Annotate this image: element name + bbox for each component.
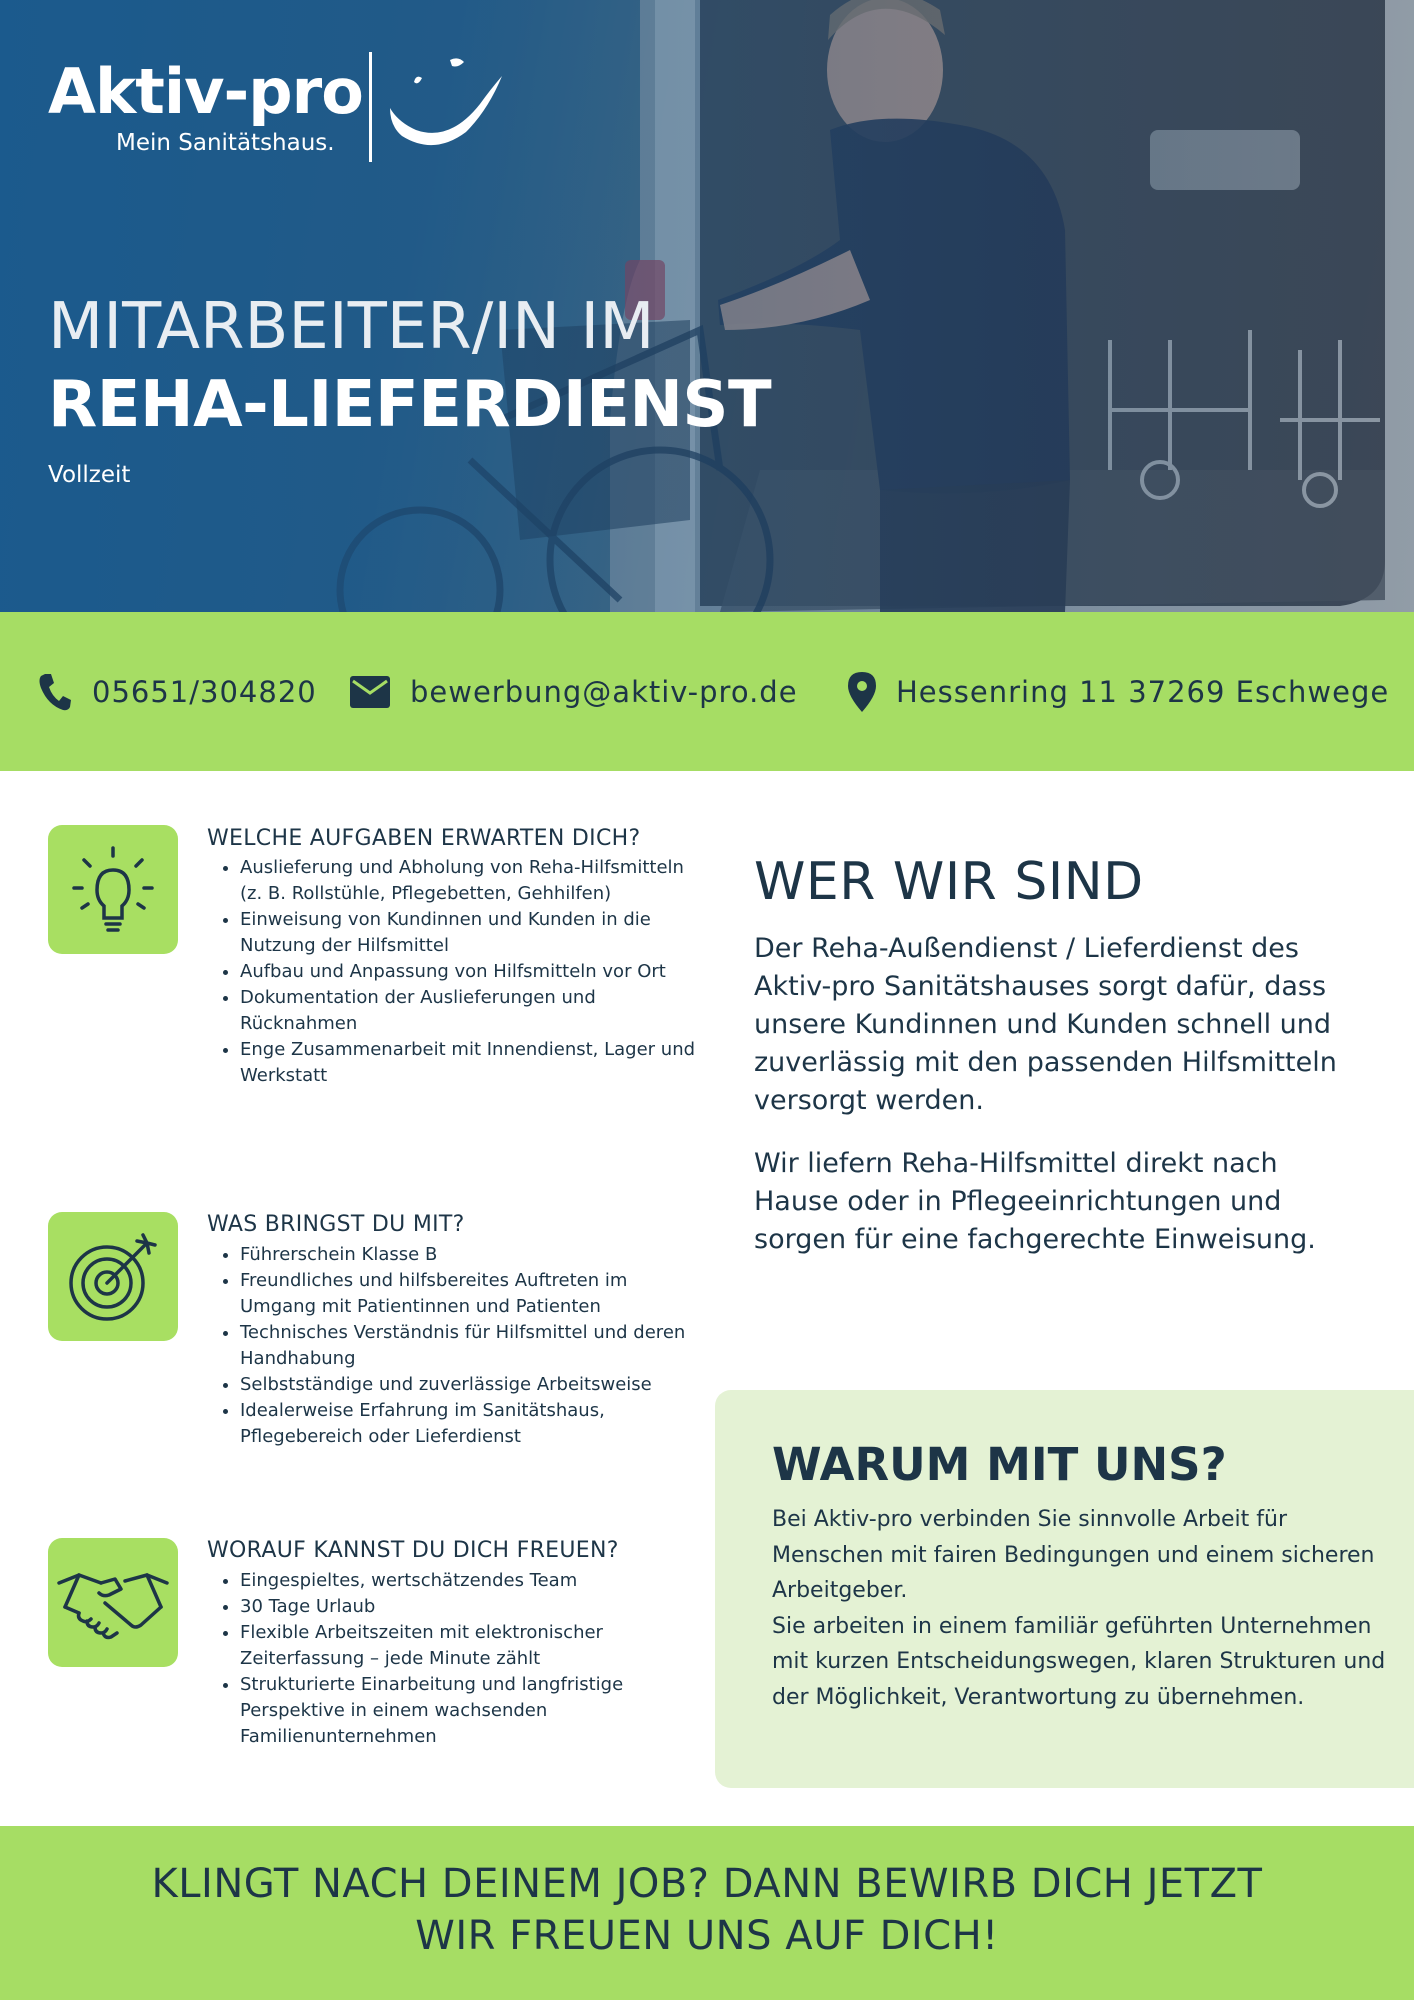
list-item: • Einweisung von Kundinnen und Kunden in die Nutzung der Hilfsmittel [240, 907, 700, 959]
list-item: • Flexible Arbeitszeiten mit elektronischer Zeiterfassung – jede Minute zählt [240, 1620, 700, 1672]
benefits-icon-box [48, 1538, 178, 1667]
contact-bar [0, 612, 1414, 771]
why-us-title: WARUM MIT UNS? [772, 1438, 1227, 1491]
list-item: • Dokumentation der Auslieferungen und Rücknahmen [240, 985, 700, 1037]
requirements-heading: WAS BRINGST DU MIT? [207, 1212, 465, 1237]
why-us-text [772, 1502, 1392, 1715]
brand-logo [48, 52, 508, 172]
list-item: • Enge Zusammenarbeit mit Innendienst, Lager und Werkstatt [240, 1037, 700, 1089]
tasks-list [207, 855, 700, 1089]
lightbulb-icon [70, 844, 156, 936]
hero-banner [0, 0, 1414, 612]
brand-tagline: Mein Sanitätshaus. [116, 130, 335, 156]
why-us-paragraph-1: Bei Aktiv-pro verbinden Sie sinnvolle Arbeit für Menschen mit fairen Bedingungen und einem sicheren Arbeitgeber. [772, 1507, 1375, 1603]
phone-icon [38, 672, 72, 712]
list-item: • Eingespieltes, wertschätzendes Team [240, 1568, 700, 1594]
about-title: WER WIR SIND [754, 852, 1144, 912]
about-paragraph-1: Der Reha-Außendienst / Lieferdienst des Aktiv-pro Sanitätshauses sorgt dafür, dass unsere Kundinnen und Kunden schnell und zuverlässig mit den passenden Hilfsmitteln versorgt werden. [754, 933, 1337, 1116]
contact-email[interactable] [350, 612, 798, 771]
list-item: • Freundliches und hilfsbereites Auftreten im Umgang mit Patientinnen und Patienten [240, 1268, 700, 1320]
benefits-heading: WORAUF KANNST DU DICH FREUEN? [207, 1538, 619, 1563]
requirements-list [207, 1242, 700, 1450]
location-pin-icon [848, 672, 876, 712]
employment-type: Vollzeit [48, 462, 131, 488]
requirements-icon-box [48, 1212, 178, 1341]
list-item: • Strukturierte Einarbeitung und langfristige Perspektive in einem wachsenden Familienunternehmen [240, 1672, 700, 1750]
email-address: bewerbung@aktiv-pro.de [410, 674, 798, 709]
list-item: • Technisches Verständnis für Hilfsmittel und deren Handhabung [240, 1320, 700, 1372]
logo-divider [369, 52, 372, 162]
list-item: • Führerschein Klasse B [240, 1242, 700, 1268]
smile-logo-icon [384, 52, 504, 152]
contact-phone[interactable] [38, 612, 317, 771]
benefits-list [207, 1568, 700, 1750]
about-paragraph-2: Wir liefern Reha-Hilfsmittel direkt nach Hause oder in Pflegeeinrichtungen und sorgen für eine fachgerechte Einweisung. [754, 1148, 1316, 1255]
tasks-icon-box [48, 825, 178, 954]
job-title-line-2: REHA-LIEFERDIENST [48, 368, 772, 442]
why-us-paragraph-2: Sie arbeiten in einem familiär geführten Unternehmen mit kurzen Entscheidungswegen, klaren Strukturen und der Möglichkeit, Verantwortung zu übernehmen. [772, 1613, 1386, 1710]
address-text: Hessenring 11 37269 Eschwege [896, 674, 1390, 709]
why-us-box [715, 1390, 1414, 1788]
contact-address[interactable] [848, 612, 1389, 771]
envelope-icon [350, 676, 390, 708]
handshake-icon [57, 1563, 169, 1643]
phone-number: 05651/304820 [92, 674, 317, 709]
list-item: • Auslieferung und Abholung von Reha-Hilfsmitteln (z. B. Rollstühle, Pflegebetten, Gehhilfen) [240, 855, 700, 907]
cta-line-2: WIR FREUEN UNS AUF DICH! [415, 1913, 999, 1959]
job-title-line-1: MITARBEITER/IN IM [48, 290, 655, 364]
brand-name: Aktiv-pro [48, 55, 363, 128]
list-item: • Selbstständige und zuverlässige Arbeitsweise [240, 1372, 700, 1398]
tasks-heading: WELCHE AUFGABEN ERWARTEN DICH? [207, 826, 641, 851]
cta-line-1: KLINGT NACH DEINEM JOB? DANN BEWIRB DICH JETZT [151, 1861, 1263, 1907]
list-item: • 30 Tage Urlaub [240, 1594, 700, 1620]
target-icon [65, 1229, 161, 1325]
call-to-action-footer [0, 1826, 1414, 2000]
list-item: • Idealerweise Erfahrung im Sanitätshaus, Pflegebereich oder Lieferdienst [240, 1398, 700, 1450]
list-item: • Aufbau und Anpassung von Hilfsmitteln vor Ort [240, 959, 700, 985]
